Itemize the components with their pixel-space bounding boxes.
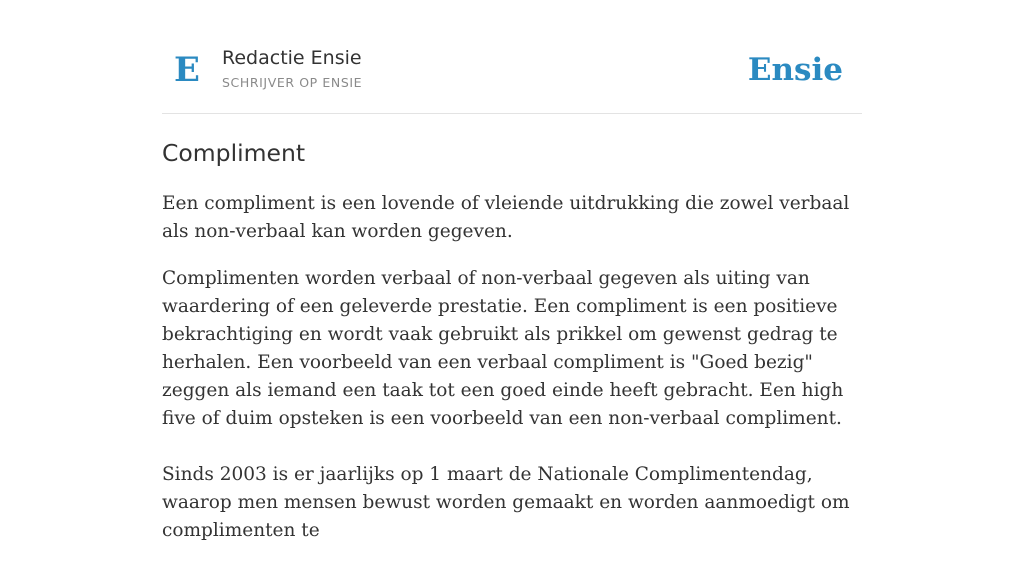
author-header — [162, 0, 862, 114]
page-title: Compliment — [162, 139, 306, 167]
author-avatar[interactable]: E — [174, 50, 200, 90]
author-name[interactable]: Redactie Ensie — [222, 47, 362, 69]
article-paragraph: Complimenten worden verbaal of non-verbaal gegeven als uiting van waardering of een geleverde prestatie. Een compliment is een positieve bekrachtiging en wordt vaak gebruikt als prikkel om gewenst gedrag te herhalen. Een voorbeeld van een verbaal compliment is "Goed bezig" zeggen als iemand een taak tot een goed einde heeft gebracht. Een high five of duim opsteken is een voorbeeld van een non-verbaal compliment. — [162, 268, 844, 429]
article-lead: Een compliment is een lovende of vleiende uitdrukking die zowel verbaal als non-verbaal kan worden gegeven. — [162, 193, 850, 242]
brand-logo[interactable]: Ensie — [747, 52, 843, 88]
article-body — [162, 190, 862, 573]
article-container — [162, 0, 862, 541]
author-role: SCHRIJVER OP ENSIE — [222, 75, 363, 90]
article-paragraph: Sinds 2003 is er jaarlijks op 1 maart de Nationale Complimentendag, waarop men mensen bewust worden gemaakt en worden aanmoedigt om complimenten te — [162, 464, 850, 541]
